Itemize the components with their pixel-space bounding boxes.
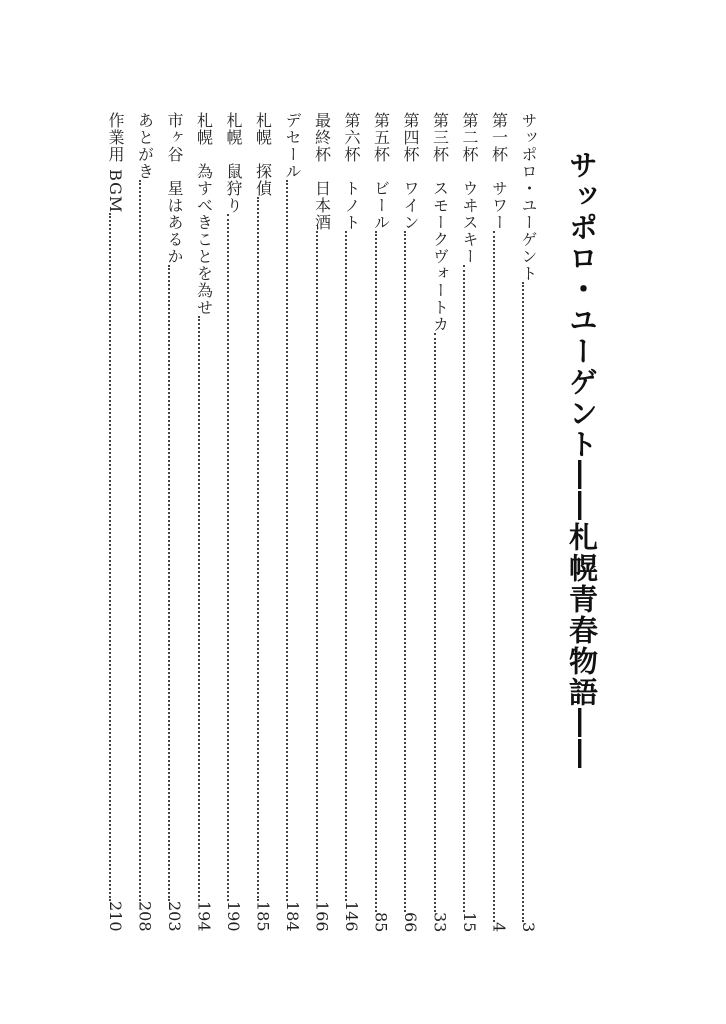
toc-leader-dots [375, 231, 387, 912]
toc-entry-page: 66 [401, 911, 420, 932]
toc-entry-title: 札幌 鼠狩り [224, 112, 243, 214]
toc-entry-page: 185 [253, 901, 273, 932]
toc-entry[interactable] [455, 112, 485, 932]
toc-entry[interactable] [425, 112, 455, 932]
toc-leader-dots [257, 197, 269, 901]
toc-leader-dots [109, 213, 121, 901]
toc-entry[interactable] [160, 112, 190, 932]
toc-entry[interactable] [396, 112, 426, 932]
toc-entry[interactable] [189, 112, 219, 932]
toc-entry-title: 市ヶ谷 星はあるか [165, 112, 184, 265]
toc-entry[interactable] [484, 112, 514, 932]
toc-entry-page: 3 [519, 921, 538, 932]
toc-leader-dots [168, 265, 180, 901]
toc-leader-dots [286, 180, 298, 901]
toc-entry[interactable] [278, 112, 308, 932]
toc-entry[interactable] [307, 112, 337, 932]
toc-entry-title: サッポロ・ユーゲント [519, 112, 538, 282]
table-of-contents [98, 112, 543, 932]
toc-entry-page: 166 [312, 901, 332, 932]
toc-entry-page: 146 [342, 901, 361, 932]
toc-entry-title: 第二杯 ウヰスキー [460, 112, 479, 265]
toc-entry-page: 184 [283, 901, 302, 932]
toc-entry-page: 208 [135, 901, 155, 932]
toc-entry-title: デセール [283, 112, 302, 180]
toc-entry-page: 194 [194, 901, 214, 932]
toc-leader-dots [345, 231, 357, 901]
toc-leader-dots [522, 282, 534, 922]
toc-entry-page: 33 [430, 911, 450, 932]
toc-entry-title: 最終杯 日本酒 [312, 112, 332, 231]
book-title: サッポロ・ユーゲント――札幌青春物語―― [565, 150, 599, 770]
toc-leader-dots [463, 265, 475, 912]
toc-entry-page: 203 [165, 901, 184, 932]
toc-entry-page: 210 [106, 901, 125, 932]
toc-entry-title: 第四杯 ワイン [401, 112, 420, 231]
toc-leader-dots [316, 231, 328, 901]
toc-entry-title: 作業用 BGM [106, 112, 125, 214]
toc-leader-dots [198, 316, 210, 901]
toc-entry[interactable] [337, 112, 367, 932]
toc-entry[interactable] [130, 112, 160, 932]
toc-entry[interactable] [101, 112, 131, 932]
toc-entry-title: 第六杯 トノト [342, 112, 361, 231]
toc-entry-title: 第五杯 ビール [371, 112, 391, 231]
toc-entry[interactable] [248, 112, 278, 932]
toc-entry-title: 札幌 探偵 [253, 112, 273, 197]
toc-leader-dots [227, 214, 239, 901]
toc-entry-page: 4 [489, 921, 509, 932]
toc-entry-page: 190 [224, 901, 243, 932]
toc-leader-dots [139, 180, 151, 901]
toc-entry[interactable] [366, 112, 396, 932]
toc-leader-dots [434, 333, 446, 912]
toc-entry[interactable] [219, 112, 249, 932]
toc-leader-dots [493, 231, 505, 922]
toc-entry-title: 第一杯 サワー [489, 112, 509, 231]
toc-entry-title: 札幌 為すべきことを為せ [194, 112, 214, 316]
toc-entry-page: 15 [460, 911, 479, 932]
toc-entry-title: あとがき [135, 112, 155, 180]
toc-entry-page: 85 [371, 911, 391, 932]
toc-leader-dots [404, 231, 416, 912]
toc-entry-title: 第三杯 スモークヴォートカ [430, 112, 450, 333]
toc-entry[interactable] [514, 112, 544, 932]
